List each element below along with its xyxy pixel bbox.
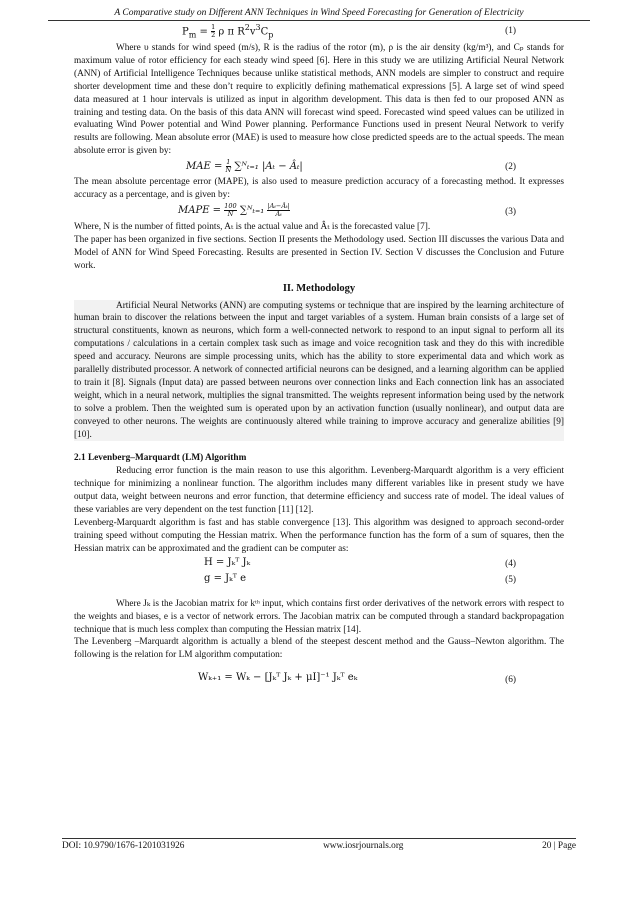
paragraph-mape: The mean absolute percentage error (MAPE), is also used to measure prediction accuracy of a forecasting method. It expresses accuracy as a percentage, and is given by: <box>74 177 564 201</box>
paragraph-lm-blend: The Levenberg –Marquardt algorithm is actually a blend of the steepest descent method and the Gauss–Newton algorithm. The following is the relation for LM algorithm computation: <box>74 637 564 661</box>
equation-6-number: (6) <box>505 675 516 686</box>
equation-1-number: (1) <box>505 26 516 36</box>
running-header: A Comparative study on Different ANN Techniques in Wind Speed Forecasting for Generation of Electricity <box>48 8 590 21</box>
equation-3-formula: MAPE = $\frac{100}{N}$ ∑ᴺₜ₌₁ $\frac{\text{|Aₜ−Âₜ|}}{\text{Aₜ}}$ <box>178 201 290 218</box>
paragraph-jacobian: Where Jₖ is the Jacobian matrix for kᵗʰ input, which contains first order derivatives of the network errors with respect to the weights and biases, e is a vector of network errors. The Jacobian matrix can be computed through a standard backpropagation technique that is much less complex than computing the Hessian matrix [14]. <box>74 598 564 635</box>
section-heading-methodology: II. Methodology <box>282 282 356 294</box>
paragraph-ann: Artificial Neural Networks (ANN) are computing systems or technique that are inspired by the learning architecture of human brain to discover the relations between the input and target variables of a system. Human brain consists of a large set of structural constituents, known as neurons, which form a well-connected network to respond to an input signal to perform all its computations / calculations in a certain complex task such as image and voice recognition task and they do this with incredible speed and accuracy. Neurons are simple processing units, which has the ability to store experimental data and which work as parallelly distributed processor. A network of connected artificial neurons can be designed, and a learning algorithm can be applied to train it [8]. Signals (Input data) are passed between neurons over connection links and Each connection link has an associated weight, which in a neural network, multiplies the signal transmitted. The weights represent information being used by the network to solve a problem. Then the weighted sum is operated upon by an activation function (usually nonlinear), and output data are conveyed to other neurons. The weights are continuously altered while training to improve accuracy and generalize abilities [9] [10]. <box>74 300 564 440</box>
equation-6 <box>74 662 564 692</box>
equation-2 <box>74 158 564 176</box>
footer-page-number: 20 | Page <box>542 841 576 851</box>
equation-4-number: (4) <box>505 558 516 569</box>
equation-1-formula: $P_m$ = $\frac{1}{2}$ ρ π $R^2v^3C_p$ <box>182 23 274 40</box>
equation-2-number: (2) <box>505 162 516 173</box>
footer-doi: DOI: 10.9790/1676-1201031926 <box>62 841 185 851</box>
footer-website: www.iosrjournals.org <box>323 841 404 851</box>
paragraph-intro: Where υ stands for wind speed (m/s), R is the radius of the rotor (m), ρ is the air density (kg/m³), and Cₚ stands for maximum value of rotor efficiency for each steady wind speed [6]. Here in this study we are utilizing Artificial Neural Network (ANN) of Artificial Intelligence Techniques because unlike statistical methods, ANN models are simpler to construct and require shorter development time and these don’t require to explicitly defining mathematical expressions [5]. A large set of wind speed data measured at 1 hour intervals is utilized as input in algorithm development. This data is then fed to our proposed ANN as training and testing data. On the basis of this data ANN will forecast wind speed. Forecasted wind speed values can be utilized in evaluating Wind Power potential and Wind Power planning. Performance Functions used in present Neural Network to verify results are following. Mean absolute error (MAE) is used to measure how close predicted speeds are to the actual speeds. The mean absolute error is given by: <box>74 43 564 157</box>
equation-5-number: (5) <box>505 574 516 585</box>
subsection-heading-lm: 2.1 Levenberg–Marquardt (LM) Algorithm <box>74 453 247 464</box>
equation-3 <box>74 202 564 221</box>
equation-4-formula: H = Jₖᵀ Jₖ <box>204 556 251 568</box>
paragraph-lm-hessian: Levenberg-Marquardt algorithm is fast and has stable convergence [13]. This algorithm was designed to approach second-order training speed without computing the Hessian matrix. When the performance function has the form of a sum of squares, then the Hessian matrix can be approximated and the gradient can be computer as: <box>74 518 564 554</box>
paragraph-where-n: Where, N is the number of fitted points, Aₜ is the actual value and Âₜ is the forecasted value [7]. <box>74 221 431 232</box>
paragraph-organization: The paper has been organized in five sections. Section II presents the Methodology used. Section III discusses the various Data and Model of ANN for Wind Speed Forecasting. Results are presented in Section IV. Section V discusses the Conclusion and Future work. <box>74 234 564 271</box>
equation-5 <box>74 572 564 590</box>
page-footer <box>62 838 576 851</box>
equation-1 <box>74 20 564 42</box>
paragraph-lm-intro: Reducing error function is the main reason to use this algorithm. Levenberg-Marquardt algorithm is a very efficient technique for minimizing a nonlinear function. The algorithm includes many different variables like in present study we have output data, weight between neurons and error function, that determine efficiency and success rate of model. The ideal values of these variables are very dependent on the test function [11] [12]. <box>74 466 564 516</box>
equation-4 <box>74 556 564 572</box>
equation-3-number: (3) <box>505 206 516 217</box>
page-body <box>74 20 564 692</box>
equation-5-formula: g = Jₖᵀ e <box>204 572 247 584</box>
equation-2-formula: MAE = $\frac{1}{N}$ ∑ᴺₜ₌₁ |Aₜ − Âₜ| <box>186 158 303 175</box>
equation-6-formula: Wₖ₊₁ = Wₖ − [Jₖᵀ Jₖ + μI]⁻¹ Jₖᵀ eₖ <box>198 672 358 684</box>
